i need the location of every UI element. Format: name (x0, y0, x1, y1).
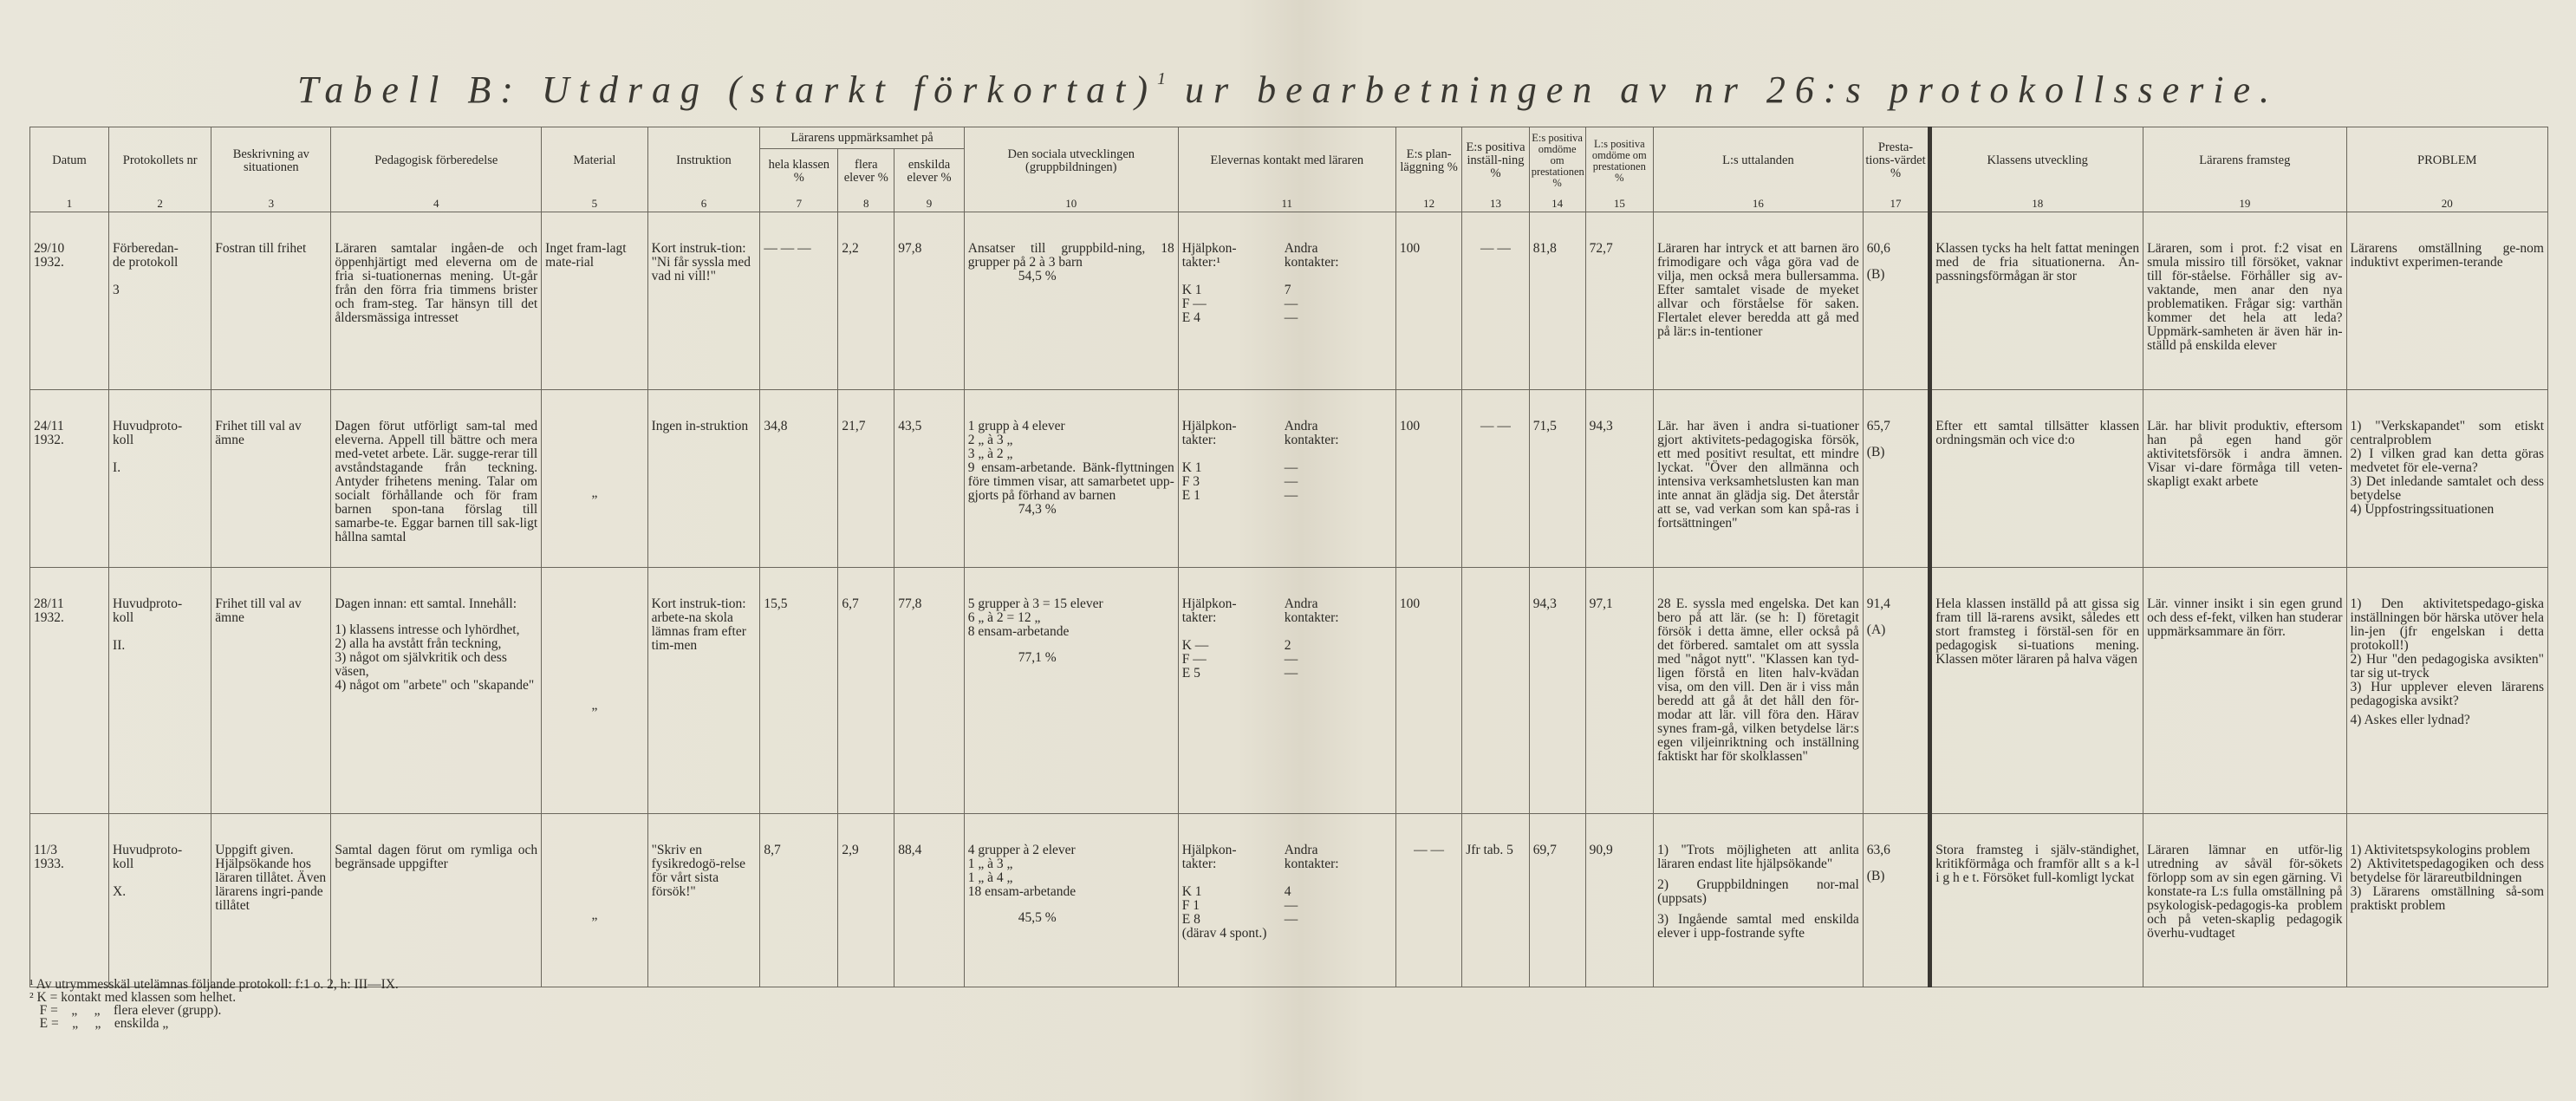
problem-item: 3) Hur upplever eleven lärarens pedagogiska avsikt? (2350, 680, 2544, 708)
cell-presta (1863, 212, 1929, 390)
header-flera-elever: flera elever % (838, 149, 894, 195)
cell-lararens-framsteg: Läraren lämnar en utför-lig utredning av såväl för-sökets förlopp som av sin egen gärning. Vi konstate-ra L:s fulla omställning på psykologisk-pedagogis-ka problem och på veten-skaplig pedagogik överhu-vudtaget (2143, 814, 2346, 987)
cell-installning: — — (1462, 212, 1529, 390)
social-text: 5 grupper à 3 = 15 elever 6 „ à 2 = 12 „ 8 ensam-arbetande (967, 596, 1103, 639)
footnote-1: ¹ Av utrymmesskäl utelämnas följande protokoll: f:1 o. 2, h: III—IX. (29, 977, 399, 992)
cell-kontakt (1178, 212, 1395, 390)
cell-lararens-framsteg: Lär. har blivit produktiv, eftersom han på egen hand gör aktivitetsförsök i andra ämnen. Visar vi-dare förmåga till veten-skapligt exakt arbete (2143, 390, 2346, 568)
header-l-uttalanden: L:s uttalanden (1654, 127, 1864, 195)
col-number: 19 (2143, 194, 2346, 212)
header-lararens-framsteg: Lärarens framsteg (2143, 127, 2346, 195)
cell-material: „ (542, 814, 647, 987)
footnotes (29, 978, 399, 1030)
cell-omdome-e: 81,8 (1529, 212, 1585, 390)
cell-klassens-utveckling: Klassen tycks ha helt fattat meningen med de fria situationerna. An-passningsförmågan är stor (1930, 212, 2143, 390)
header-elevernas-kontakt: Elevernas kontakt med läraren (1178, 127, 1395, 195)
social-text: 4 grupper à 2 elever 1 „ à 3 „ 1 „ à 4 „ 18 ensam-arbetande (967, 843, 1077, 899)
cell-omdome-l: 94,3 (1585, 390, 1653, 568)
col-number: 20 (2346, 194, 2547, 212)
col-number: 12 (1395, 194, 1461, 212)
cell-problem (2346, 814, 2547, 987)
presta-value: 65,7 (1866, 419, 1890, 433)
cell-beskrivning: Fostran till frihet (211, 212, 331, 390)
problem-item: 1) "Verkskapandet" som etiskt centralproblem (2350, 419, 2544, 447)
kontakt-andra: Andra kontakter: 7 — — (1284, 241, 1339, 325)
col-number: 13 (1462, 194, 1529, 212)
presta-value: 91,4 (1866, 596, 1890, 611)
cell-flera: 2,9 (838, 814, 894, 987)
cell-nr: Huvudproto- koll II. (109, 568, 211, 814)
cell-installning: — — (1462, 390, 1529, 568)
header-positiva-installning: E:s positiva inställ-ning % (1462, 127, 1529, 195)
uttal-item: 2) Gruppbildningen nor-mal (uppsats) (1657, 877, 1859, 906)
problem-item: 4) Uppfostringssituationen (2350, 502, 2495, 517)
title-main: Tabell B: Utdrag (starkt förkortat) (296, 68, 1157, 111)
col-number: 11 (1178, 194, 1395, 212)
cell-datum: 11/3 1933. (30, 814, 109, 987)
cell-beskrivning: Uppgift given. Hjälpsökande hos läraren tillåtet. Även lärarens ingri-pande tillåtet (211, 814, 331, 987)
cell-presta (1863, 568, 1929, 814)
col-number: 3 (211, 194, 331, 212)
cell-flera: 2,2 (838, 212, 894, 390)
cell-nr: Huvudproto- koll X. (109, 814, 211, 987)
problem-item: 1) Den aktivitetspedago-giska inställningen bör härska utöver hela lin-jen (jfr engelskan i detta protokoll!) (2350, 596, 2544, 653)
presta-grade: (B) (1866, 445, 1885, 459)
uttal-item: 1) "Trots möjligheten att anlita läraren endast lite hjälpsökande" (1657, 843, 1859, 871)
social-text: Ansatser till gruppbild-ning, 18 grupper på 2 à 3 barn (967, 241, 1174, 270)
header-l-omdome: L:s positiva omdöme om prestationen % (1585, 127, 1653, 195)
data-table (29, 127, 2548, 987)
col-number: 6 (647, 194, 760, 212)
col-number: 9 (894, 194, 965, 212)
cell-social (964, 568, 1178, 814)
cell-enskilda: 97,8 (894, 212, 965, 390)
cell-datum: 28/11 1932. (30, 568, 109, 814)
kontakt-hjalp: Hjälpkon- takter:¹ K 1 F — E 4 (1181, 241, 1237, 325)
ped-item: 3) något om självkritik och dess väsen, (335, 650, 507, 679)
col-number: 5 (542, 194, 647, 212)
cell-kontakt (1178, 568, 1395, 814)
cell-enskilda: 88,4 (894, 814, 965, 987)
cell-kontakt (1178, 814, 1395, 987)
ped-intro: Dagen innan: ett samtal. Innehåll: (335, 596, 517, 611)
cell-instruktion: Ingen in-struktion (647, 390, 760, 568)
cell-plan: 100 (1395, 212, 1461, 390)
cell-pedagogisk: Samtal dagen förut om rymliga och begränsade uppgifter (331, 814, 542, 987)
cell-klassens-utveckling: Stora framsteg i själv-ständighet, kritikförmåga och framför allt s a k-l i g h e t. Försöket full-komligt lyckat (1930, 814, 2143, 987)
table-row (30, 568, 2548, 814)
table-body (30, 212, 2548, 987)
problem-item: 3) Det inledande samtalet och dess betydelse (2350, 474, 2544, 503)
cell-beskrivning: Frihet till val av ämne (211, 390, 331, 568)
presta-grade: (B) (1866, 869, 1885, 883)
cell-omdome-l: 97,1 (1585, 568, 1653, 814)
cell-material: „ (542, 390, 647, 568)
kontakt-hjalp: Hjälpkon- takter: K 1 F 1 E 8 (därav 4 spont.) (1181, 843, 1267, 941)
social-pct: 54,5 % (1018, 269, 1057, 283)
cell-hela: — — — (760, 212, 838, 390)
social-pct: 77,1 % (1018, 650, 1057, 665)
table-head (30, 127, 2548, 212)
cell-datum: 29/10 1932. (30, 212, 109, 390)
cell-plan: 100 (1395, 390, 1461, 568)
social-pct: 74,3 % (1018, 502, 1057, 517)
col-number: 2 (109, 194, 211, 212)
col-number: 8 (838, 194, 894, 212)
cell-pedagogisk: Läraren samtalar ingåen-de och öppenhjärtigt med eleverna om de fria si-tuationernas mening. Ut-går från den förra fria timmens brister och fram-steg. Tar hänsyn till det åldersmässiga intresset (331, 212, 542, 390)
cell-klassens-utveckling: Efter ett samtal tillsätter klassen ordningsmän och vice d:o (1930, 390, 2143, 568)
header-instruktion: Instruktion (647, 127, 760, 195)
footnote-2: ² K = kontakt med klassen som helhet. (29, 990, 237, 1005)
problem-item: 3) Lärarens omställning så-som praktiskt problem (2350, 884, 2544, 913)
kontakt-andra: Andra kontakter: — — — (1284, 419, 1339, 503)
header-planlaggning: E:s plan-läggning % (1395, 127, 1461, 195)
header-prestationsvardet: Presta-tions-värdet % (1863, 127, 1929, 195)
cell-presta (1863, 390, 1929, 568)
problem-item: 2) Hur "den pedagogiska avsikten" tar sig ut-tryck (2350, 652, 2544, 681)
header-klassens-utveckling: Klassens utveckling (1930, 127, 2143, 195)
cell-pedagogisk: Dagen förut utförligt sam-tal med eleverna. Appell till bättre och mera med-vetet arbete. Lär. sugge-rerar till avståndstagande från teckning. Antyder frihetens mening. Talar om socialt förhållande och för fram barnen spon-tana förslag till samarbe-te. Eggar barnen till sak-ligt hållna samtal (331, 390, 542, 568)
footnote-4: E = „ „ enskilda „ (29, 1016, 169, 1031)
header-e-omdome: E:s positiva omdöme om prestationen % (1529, 127, 1585, 195)
col-number: 7 (760, 194, 838, 212)
cell-instruktion: "Skriv en fysikredogö-relse för vårt sista försök!" (647, 814, 760, 987)
cell-instruktion: Kort instruk-tion: arbete-na skola lämnas fram efter tim-men (647, 568, 760, 814)
cell-hela: 34,8 (760, 390, 838, 568)
cell-hela: 8,7 (760, 814, 838, 987)
ped-item: 2) alla ha avstått från teckning, (335, 636, 502, 651)
cell-uttalanden: Läraren har intryck et att barnen äro frimodigare och våga göra vad de vilja, men också mera bullersamma. Efter samtalet visade de myeket allvar och förståelse för saken. Flertalet elever beredda att gå med på lär:s in-tentioner (1654, 212, 1864, 390)
footnote-3: F = „ „ flera elever (grupp). (29, 1003, 222, 1018)
social-pct: 45,5 % (1018, 910, 1057, 925)
cell-omdome-l: 72,7 (1585, 212, 1653, 390)
cell-omdome-e: 71,5 (1529, 390, 1585, 568)
cell-pedagogisk (331, 568, 542, 814)
presta-value: 60,6 (1866, 241, 1890, 256)
col-number: 15 (1585, 194, 1653, 212)
header-pedagogisk-forberedelse: Pedagogisk förberedelse (331, 127, 542, 195)
cell-omdome-e: 69,7 (1529, 814, 1585, 987)
cell-lararens-framsteg: Läraren, som i prot. f:2 visat en smula missiro till försöket, vaknar till för-ståelse. Förhåller sig av-vaktande, men anar den nya problematiken. Frågar sig: varthän kommer det hela att leda? Uppmärk-samheten är även här in-ställd på enskilda elever (2143, 212, 2346, 390)
table-title (0, 68, 2576, 112)
cell-problem (2346, 390, 2547, 568)
cell-nr: Förberedan- de protokoll 3 (109, 212, 211, 390)
problem-item: 2) I vilken grad kan detta göras medvetet för ele-verna? (2350, 446, 2544, 475)
header-beskrivning: Beskrivning av situationen (211, 127, 331, 195)
col-number: 1 (30, 194, 109, 212)
col-number: 14 (1529, 194, 1585, 212)
header-hela-klassen: hela klassen % (760, 149, 838, 195)
table-row (30, 814, 2548, 987)
presta-grade: (A) (1866, 622, 1886, 637)
cell-flera: 6,7 (838, 568, 894, 814)
cell-instruktion: Kort instruk-tion: "Ni får syssla med vad ni vill!" (647, 212, 760, 390)
kontakt-andra: Andra kontakter: 2 — — (1284, 596, 1339, 681)
col-number: 18 (1930, 194, 2143, 212)
cell-beskrivning: Frihet till val av ämne (211, 568, 331, 814)
cell-uttalanden: 28 E. syssla med engelska. Det kan bero på att lär. (se h: I) företagit försök i detta ämne, eller också på det förbered. samtalet om att syssla med "något nytt". "Klassen kan tyd-ligen förstå en liten halv-kvädan visa, om den vill. Den är i viss mån beredd att gå åt det håll den för-modar att lär. vill föra den. Härav synes fram-gå, vilken betydelse lär:s egen viljeinriktning och inställning faktiskt har för skolklassen" (1654, 568, 1864, 814)
problem-item: 2) Aktivitetspedagogiken och dess betydelse för lärareutbildningen (2350, 857, 2544, 885)
cell-kontakt (1178, 390, 1395, 568)
cell-presta (1863, 814, 1929, 987)
kontakt-andra: Andra kontakter: 4 — — (1284, 843, 1339, 927)
cell-flera: 21,7 (838, 390, 894, 568)
title-footnote-mark: 1 (1156, 69, 1166, 88)
cell-uttalanden: Lär. har även i andra si-tuationer gjort aktivitets-pedagogiska försök, ett med positivt resultat, ett mindre lyckat. "Över den allmänna och intensiva verksamhetslusten kan man inte annat än glädja sig. Det återstår att se, vad verkan som kan spå-ras i fortsättningen" (1654, 390, 1864, 568)
cell-social (964, 814, 1178, 987)
header-problem: PROBLEM (2346, 127, 2547, 195)
cell-omdome-l: 90,9 (1585, 814, 1653, 987)
presta-value: 63,6 (1866, 843, 1890, 857)
cell-problem: Lärarens omställning ge-nom induktivt experimen-terande (2346, 212, 2547, 390)
table-row (30, 212, 2548, 390)
cell-installning: Jfr tab. 5 (1462, 814, 1529, 987)
cell-material: „ (542, 568, 647, 814)
cell-plan: — — (1395, 814, 1461, 987)
cell-nr: Huvudproto- koll I. (109, 390, 211, 568)
cell-hela: 15,5 (760, 568, 838, 814)
cell-material: Inget fram-lagt mate-rial (542, 212, 647, 390)
title-rest: ur bearbetningen av nr 26:s protokollsserie. (1165, 68, 2280, 111)
ped-item: 4) något om "arbete" och "skapande" (335, 678, 535, 693)
col-number: 4 (331, 194, 542, 212)
presta-grade: (B) (1866, 267, 1885, 282)
col-number: 16 (1654, 194, 1864, 212)
header-enskilda-elever: enskilda elever % (894, 149, 965, 195)
problem-item: 4) Askes eller lydnad? (2350, 713, 2470, 727)
table-row (30, 390, 2548, 568)
cell-lararens-framsteg: Lär. vinner insikt i sin egen grund och dess ef-fekt, vilken han studerar uppmärksammare än förr. (2143, 568, 2346, 814)
cell-klassens-utveckling: Hela klassen inställd på att gissa sig fram till lä-rarens avsikt, således ett stort framsteg i förstäl-sen för en pedagogisk si-tuations mening. Klassen möter läraren på halva vägen (1930, 568, 2143, 814)
kontakt-hjalp: Hjälpkon- takter: K 1 F 3 E 1 (1181, 419, 1237, 503)
col-number: 10 (964, 194, 1178, 212)
col-number: 17 (1863, 194, 1929, 212)
cell-installning (1462, 568, 1529, 814)
cell-social (964, 390, 1178, 568)
cell-problem (2346, 568, 2547, 814)
social-text: 1 grupp à 4 elever 2 „ à 3 „ 3 „ à 2 „ 9 ensam-arbetande. Bänk-flyttningen före timmen visar, att samarbetet upp-gjorts på förhand av barnen (967, 419, 1174, 503)
cell-uttalanden (1654, 814, 1864, 987)
ped-item: 1) klassens intresse och lyhördhet, (335, 622, 520, 637)
cell-enskilda: 77,8 (894, 568, 965, 814)
header-protokollets-nr: Protokollets nr (109, 127, 211, 195)
cell-plan: 100 (1395, 568, 1461, 814)
cell-social (964, 212, 1178, 390)
kontakt-hjalp: Hjälpkon- takter: K — F — E 5 (1181, 596, 1237, 681)
header-datum: Datum (30, 127, 109, 195)
cell-omdome-e: 94,3 (1529, 568, 1585, 814)
header-sociala-utvecklingen: Den sociala utvecklingen (gruppbildningen) (964, 127, 1178, 195)
header-material: Material (542, 127, 647, 195)
cell-enskilda: 43,5 (894, 390, 965, 568)
header-group-uppmarksamhet: Lärarens uppmärksamhet på (760, 127, 964, 149)
problem-item: 1) Aktivitetspsykologins problem (2350, 843, 2531, 857)
uttal-item: 3) Ingående samtal med enskilda elever i upp-fostrande syfte (1657, 912, 1859, 941)
cell-datum: 24/11 1932. (30, 390, 109, 568)
